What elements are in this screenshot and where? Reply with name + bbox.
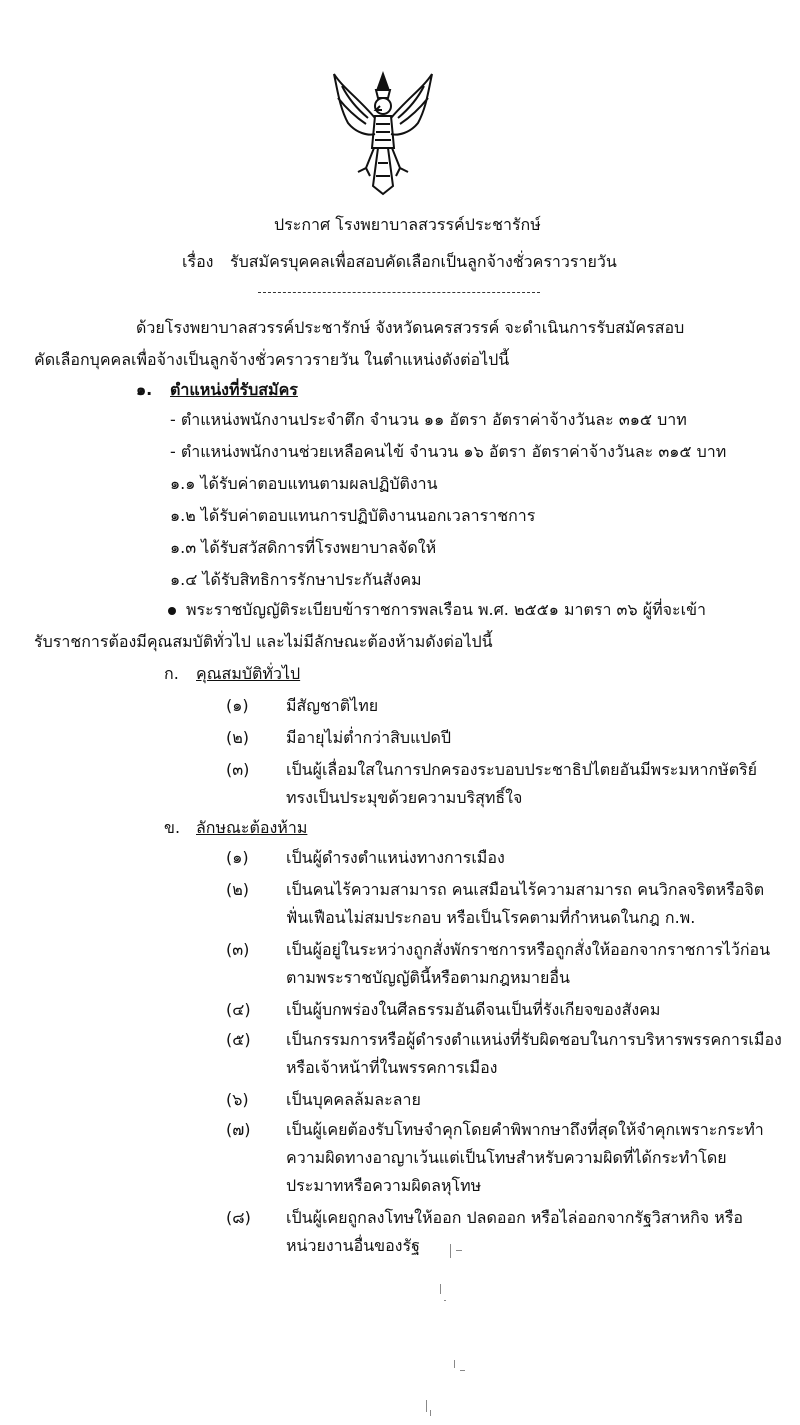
- benefit-item: ๑.๒ ได้รับค่าตอบแทนการปฏิบัติงานนอกเวลาราชการ: [170, 506, 536, 525]
- benefit-item: ๑.๓ ได้รับสวัสดิการที่โรงพยาบาลจัดให้: [170, 538, 437, 557]
- qualification-text: เป็นผู้เลื่อมใสในการปกครองระบอบประชาธิปไตยอันมีพระมหากษัตริย์: [286, 760, 758, 779]
- qualification-number: (๒): [226, 728, 250, 747]
- benefit-item: ๑.๑ ได้รับค่าตอบแทนตามผลปฏิบัติงาน: [170, 474, 438, 493]
- prohibition-number: (๔): [226, 1000, 251, 1019]
- prohibition-number: (๑): [226, 848, 249, 867]
- prohibition-number: (๓): [226, 940, 250, 959]
- prohibition-number: (๒): [226, 880, 250, 899]
- section-1-heading: ตำแหน่งที่รับสมัคร: [170, 380, 298, 399]
- intro-line-2: คัดเลือกบุคคลเพื่อจ้างเป็นลูกจ้างชั่วคราวรายวัน ในตำแหน่งดังต่อไปนี้: [34, 350, 510, 369]
- prohibition-text: เป็นผู้บกพร่องในศีลธรรมอันดีจนเป็นที่รังเกียจของสังคม: [286, 1000, 661, 1019]
- prohibition-text: เป็นผู้อยู่ในระหว่างถูกสั่งพักราชการหรือถูกสั่งให้ออกจากราชการไว้ก่อน: [286, 940, 771, 959]
- prohibition-number: (๕): [226, 1030, 251, 1049]
- prohibition-number: (๗): [226, 1120, 251, 1139]
- benefit-item: ๑.๔ ได้รับสิทธิการรักษาประกันสังคม: [170, 570, 422, 589]
- bullet-icon: [168, 607, 176, 615]
- header-divider: [258, 292, 540, 293]
- prohibition-text: เป็นผู้เคยต้องรับโทษจำคุกโดยคำพิพากษาถึงที่สุดให้จำคุกเพราะกระทำ: [286, 1120, 764, 1139]
- act-line-1: [168, 600, 706, 620]
- act-line-2: รับราชการต้องมีคุณสมบัติทั่วไป และไม่มีลักษณะต้องห้ามดังต่อไปนี้: [34, 632, 493, 651]
- announcement-title: ประกาศ โรงพยาบาลสวรรค์ประชารักษ์: [274, 215, 541, 234]
- prohibition-number: (๘): [226, 1208, 251, 1227]
- garuda-emblem-icon: [328, 68, 438, 198]
- qualification-text: มีอายุไม่ต่ำกว่าสิบแปดปี: [286, 728, 452, 747]
- prohibition-text: ความผิดทางอาญาเว้นแต่เป็นโทษสำหรับความผิดที่ได้กระทำโดย: [286, 1148, 727, 1167]
- prohibition-text: หรือเจ้าหน้าที่ในพรรคการเมือง: [286, 1058, 498, 1077]
- position-item: - ตำแหน่งพนักงานประจำตึก จำนวน ๑๑ อัตรา อัตราค่าจ้างวันละ ๓๑๕ บาท: [170, 410, 687, 429]
- prohibition-number: (๖): [226, 1090, 249, 1109]
- subject-text: รับสมัครบุคคลเพื่อสอบคัดเลือกเป็นลูกจ้างชั่วคราวรายวัน: [230, 252, 617, 271]
- act-line-1-text: พระราชบัญญัติระเบียบข้าราชการพลเรือน พ.ศ. ๒๕๕๑ มาตรา ๓๖ ผู้ที่จะเข้า: [186, 600, 707, 619]
- prohibitions-marker: ข.: [164, 818, 181, 837]
- qualification-number: (๓): [226, 760, 250, 779]
- prohibition-text: เป็นผู้เคยถูกลงโทษให้ออก ปลดออก หรือไล่ออกจากรัฐวิสาหกิจ หรือ: [286, 1208, 744, 1227]
- prohibitions-heading: ลักษณะต้องห้าม: [196, 818, 308, 837]
- prohibition-text: เป็นผู้ดำรงตำแหน่งทางการเมือง: [286, 848, 505, 867]
- subject-label: เรื่อง: [182, 252, 214, 271]
- position-item: - ตำแหน่งพนักงานช่วยเหลือคนไข้ จำนวน ๑๖ อัตรา อัตราค่าจ้างวันละ ๓๑๕ บาท: [170, 442, 727, 461]
- qualification-text: มีสัญชาติไทย: [286, 696, 379, 715]
- prohibition-text: เป็นคนไร้ความสามารถ คนเสมือนไร้ความสามารถ คนวิกลจริตหรือจิต: [286, 880, 765, 899]
- scan-noise: [420, 1240, 490, 1420]
- qualifications-marker: ก.: [164, 664, 179, 683]
- qualifications-heading: คุณสมบัติทั่วไป: [196, 664, 301, 683]
- prohibition-text: เป็นกรรมการหรือผู้ดำรงตำแหน่งที่รับผิดชอบในการบริหารพรรคการเมือง: [286, 1030, 782, 1049]
- qualification-text: ทรงเป็นประมุขด้วยความบริสุทธิ์ใจ: [286, 788, 523, 807]
- prohibition-text: เป็นบุคคลล้มละลาย: [286, 1090, 421, 1109]
- intro-line-1: ด้วยโรงพยาบาลสวรรค์ประชารักษ์ จังหวัดนครสวรรค์ จะดำเนินการรับสมัครสอบ: [136, 318, 685, 337]
- qualification-number: (๑): [226, 696, 249, 715]
- prohibition-text: ฟั่นเฟือนไม่สมประกอบ หรือเป็นโรคตามที่กำหนดในกฎ ก.พ.: [286, 908, 696, 927]
- prohibition-text: หน่วยงานอื่นของรัฐ: [286, 1236, 420, 1255]
- prohibition-text: ตามพระราชบัญญัตินี้หรือตามกฎหมายอื่น: [286, 968, 570, 987]
- prohibition-text: ประมาทหรือความผิดลหุโทษ: [286, 1176, 482, 1195]
- section-1-number: ๑.: [136, 380, 153, 399]
